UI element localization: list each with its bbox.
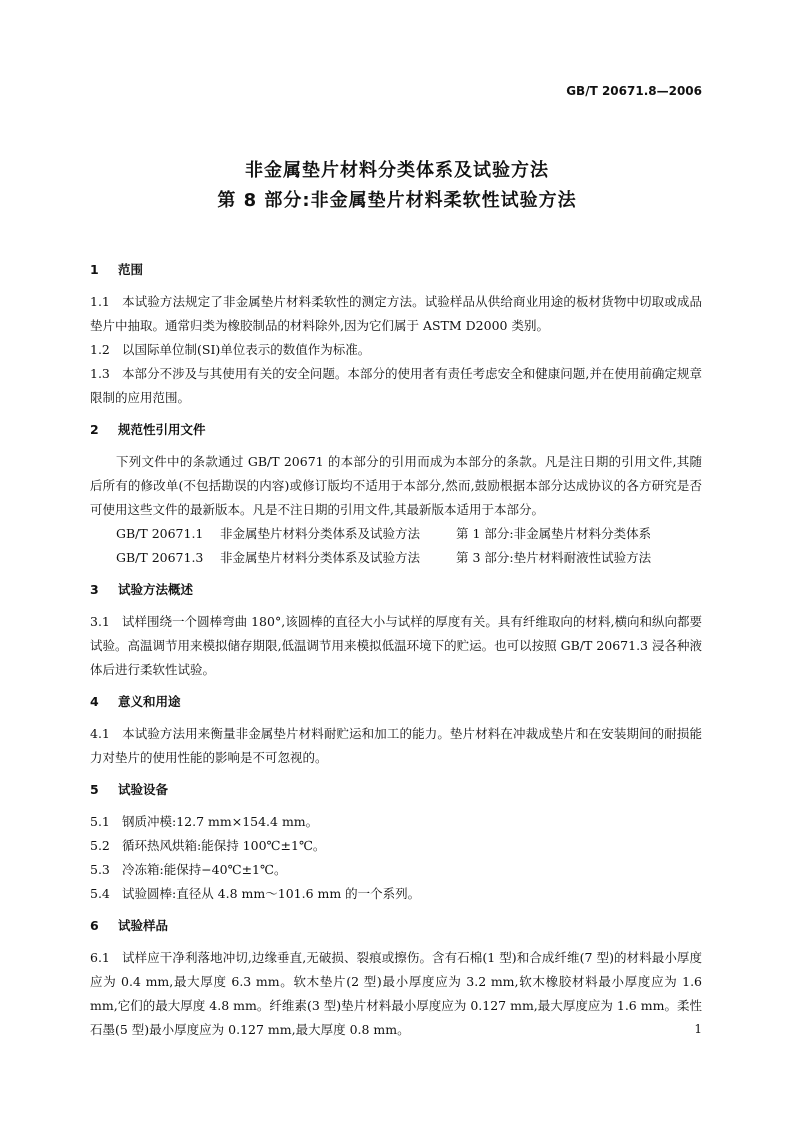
document-subtitle: 第 8 部分:非金属垫片材料柔软性试验方法 bbox=[217, 190, 577, 211]
section-title: 范围 bbox=[118, 262, 144, 277]
clause-text: 试样围绕一个圆棒弯曲 180°,该圆棒的直径大小与试样的厚度有关。具有纤维取向的材料,横向和纵向都要试验。高温调节用来模拟储存期限,低温调节用来模拟低温环境下的贮运。也可以按照 GB/T 20671.3 浸各种液体后进行柔软性试验。 bbox=[90, 614, 702, 677]
section-heading-2 bbox=[90, 418, 702, 442]
section-number: 5 bbox=[90, 782, 99, 797]
reference-code: GB/T 20671.3 bbox=[116, 550, 204, 565]
clause-5-3 bbox=[90, 858, 702, 882]
normative-references-intro: 下列文件中的条款通过 GB/T 20671 的本部分的引用而成为本部分的条款。凡是注日期的引用文件,其随后所有的修改单(不包括勘误的内容)或修订版均不适用于本部分,然而,鼓励根据本部分达成协议的各方研究是否可使用这些文件的最新版本。凡是不注日期的引用文件,其最新版本适用于本部分。 bbox=[90, 454, 702, 517]
section-number: 4 bbox=[90, 694, 99, 709]
section-title: 试验设备 bbox=[118, 782, 169, 797]
document-body bbox=[90, 258, 702, 1042]
reference-code: GB/T 20671.1 bbox=[116, 526, 204, 541]
clause-number: 1.2 bbox=[90, 342, 110, 357]
reference-item bbox=[90, 546, 702, 570]
section-heading-1 bbox=[90, 258, 702, 282]
clause-text: 试样应干净利落地冲切,边缘垂直,无破损、裂痕或擦伤。含有石棉(1 型)和合成纤维(7 型)的材料最小厚度应为 0.4 mm,最大厚度 6.3 mm。软木垫片(2 型)最小厚度应为 3.2 mm,软木橡胶材料最小厚度应为 1.6 mm,它们的最大厚度 4.8 mm。纤维素(3 型)垫片材料最小厚度应为 0.127 mm,最大厚度应为 1.6 mm。柔性石墨(5 型)最小厚度应为 0.127 mm,最大厚度 0.8 mm。 bbox=[90, 950, 702, 1037]
clause-number: 5.2 bbox=[90, 838, 110, 853]
clause-3-1 bbox=[90, 610, 702, 682]
section-number: 3 bbox=[90, 582, 99, 597]
clause-number: 5.1 bbox=[90, 814, 110, 829]
clause-number: 1.1 bbox=[90, 294, 110, 309]
clause-1-3 bbox=[90, 362, 702, 410]
clause-text: 本试验方法用来衡量非金属垫片材料耐贮运和加工的能力。垫片材料在冲裁成垫片和在安装期间的耐损能力对垫片的使用性能的影响是不可忽视的。 bbox=[90, 726, 702, 765]
section-title: 试验样品 bbox=[118, 918, 169, 933]
clause-5-4 bbox=[90, 882, 702, 906]
section-number: 2 bbox=[90, 422, 99, 437]
section-number: 6 bbox=[90, 918, 99, 933]
section-heading-4 bbox=[90, 690, 702, 714]
document-title: 非金属垫片材料分类体系及试验方法 bbox=[245, 160, 549, 181]
section-heading-5 bbox=[90, 778, 702, 802]
section-title: 试验方法概述 bbox=[118, 582, 194, 597]
clause-6-1 bbox=[90, 946, 702, 1042]
clause-text: 循环热风烘箱:能保持 100℃±1℃。 bbox=[122, 838, 326, 853]
clause-text: 本部分不涉及与其使用有关的安全问题。本部分的使用者有责任考虑安全和健康问题,并在使用前确定规章限制的应用范围。 bbox=[90, 366, 702, 405]
clause-number: 5.3 bbox=[90, 862, 110, 877]
clause-number: 3.1 bbox=[90, 614, 110, 629]
clause-number: 5.4 bbox=[90, 886, 110, 901]
clause-text: 本试验方法规定了非金属垫片材料柔软性的测定方法。试验样品从供给商业用途的板材货物中切取或成品垫片中抽取。通常归类为橡胶制品的材料除外,因为它们属于 ASTM D2000 类别。 bbox=[90, 294, 702, 333]
clause-4-1 bbox=[90, 722, 702, 770]
standard-number: GB/T 20671.8—2006 bbox=[566, 84, 702, 98]
section-heading-6 bbox=[90, 914, 702, 938]
clause-number: 4.1 bbox=[90, 726, 110, 741]
clause-1-1 bbox=[90, 290, 702, 338]
reference-part: 第 1 部分:非金属垫片材料分类体系 bbox=[456, 526, 652, 541]
clause-number: 6.1 bbox=[90, 950, 110, 965]
section-number: 1 bbox=[90, 262, 99, 277]
clause-text: 试验圆棒:直径从 4.8 mm～101.6 mm 的一个系列。 bbox=[122, 886, 421, 901]
clause-text: 钢质冲模:12.7 mm×154.4 mm。 bbox=[122, 814, 319, 829]
clause-text: 冷冻箱:能保持−40℃±1℃。 bbox=[122, 862, 287, 877]
page-number: 1 bbox=[694, 1022, 702, 1036]
reference-title: 非金属垫片材料分类体系及试验方法 bbox=[220, 550, 421, 565]
section-heading-3 bbox=[90, 578, 702, 602]
clause-5-1 bbox=[90, 810, 702, 834]
section-title: 意义和用途 bbox=[118, 694, 181, 709]
reference-part: 第 3 部分:垫片材料耐液性试验方法 bbox=[456, 550, 652, 565]
reference-title: 非金属垫片材料分类体系及试验方法 bbox=[220, 526, 421, 541]
section-title: 规范性引用文件 bbox=[118, 422, 206, 437]
clause-text: 以国际单位制(SI)单位表示的数值作为标准。 bbox=[122, 342, 371, 357]
clause-number: 1.3 bbox=[90, 366, 110, 381]
reference-item bbox=[90, 522, 702, 546]
clause-1-2 bbox=[90, 338, 702, 362]
clause-5-2 bbox=[90, 834, 702, 858]
